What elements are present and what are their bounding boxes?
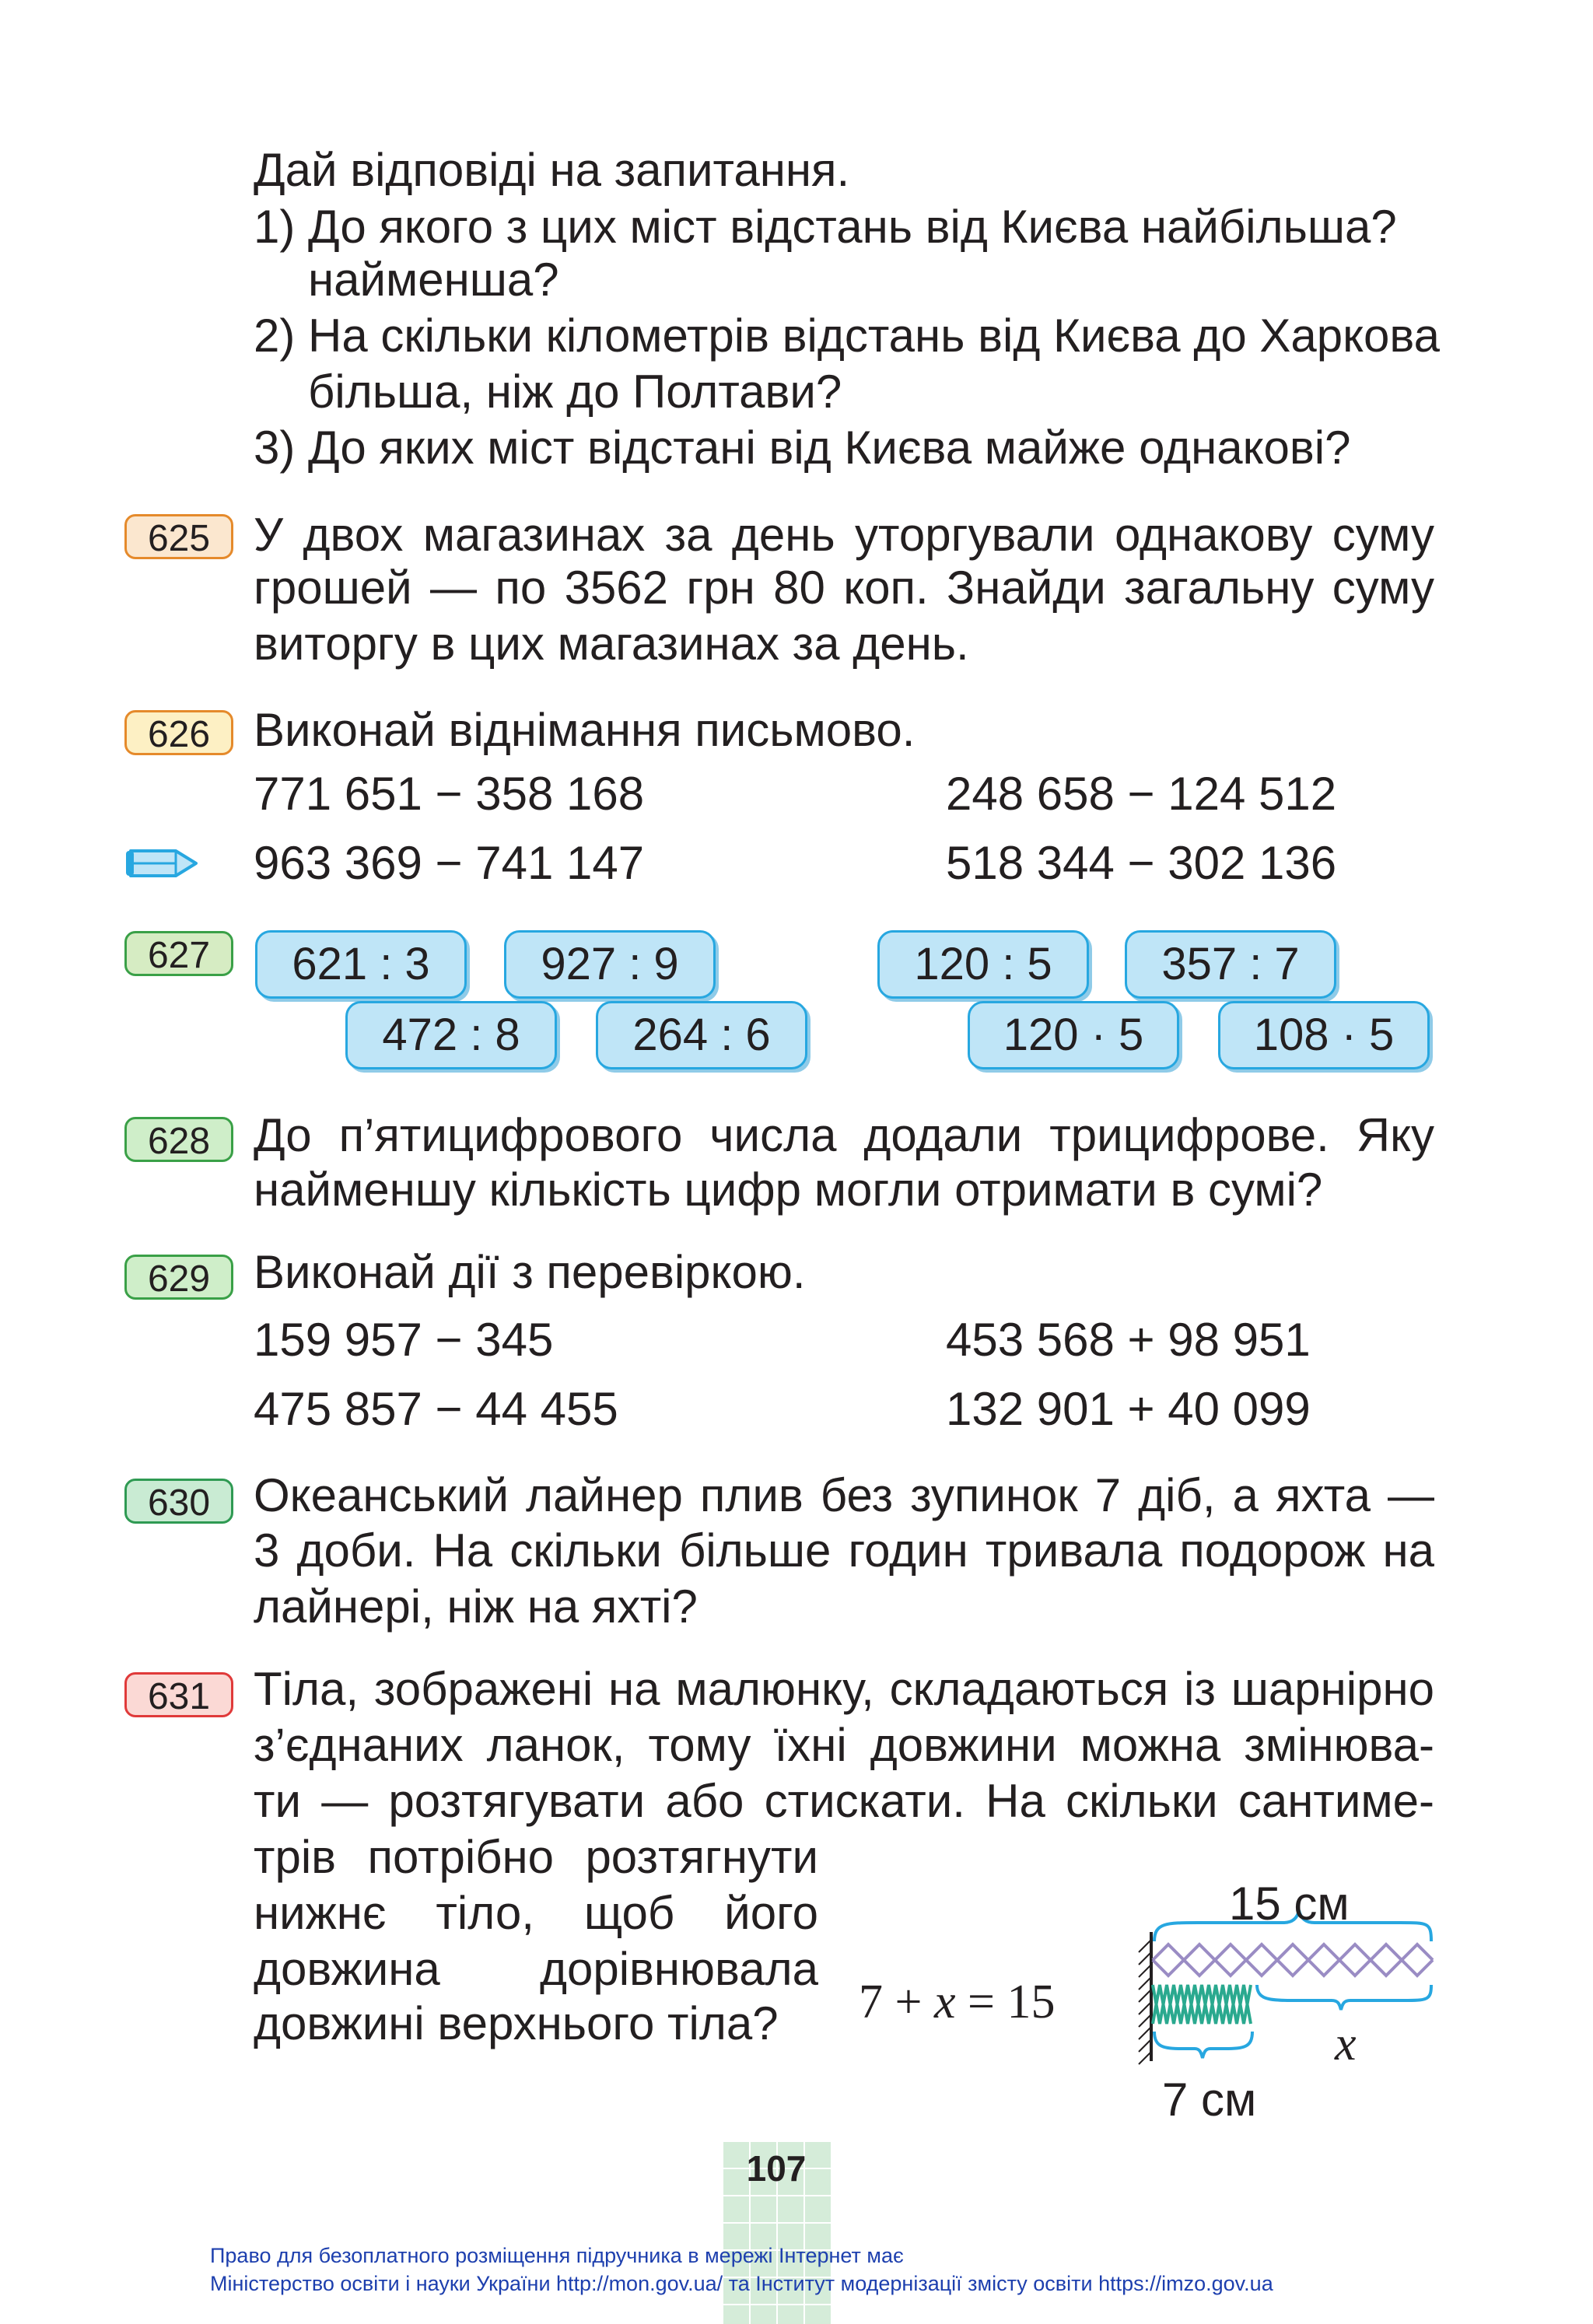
- task-628-line-1: До п’ятицифрового числа додали трицифрове. Яку: [254, 1109, 1434, 1161]
- expression-card: 264 : 6: [596, 1001, 807, 1069]
- unknown-x-label: x: [1335, 2018, 1357, 2070]
- expression-card: 120 · 5: [968, 1001, 1179, 1069]
- task-630-line-1: Океанський лайнер плив без зупинок 7 діб, а яхта —: [254, 1469, 1434, 1521]
- task-631-line-1: Тіла, зображені на малюнку, складаються із шарнірно: [254, 1663, 1434, 1715]
- expression-card: 108 · 5: [1218, 1001, 1430, 1069]
- task-629-expr-3: 475 857 − 44 455: [254, 1383, 618, 1435]
- expression-card: 621 : 3: [255, 930, 467, 999]
- task-629-title: Виконай дії з перевіркою.: [254, 1246, 806, 1298]
- task-631-line-3: ти — розтягувати або стискати. На скільки сантиме-: [254, 1775, 1434, 1827]
- task-629-expr-1: 159 957 − 345: [254, 1314, 554, 1366]
- expression-card: 472 : 8: [345, 1001, 557, 1069]
- task-626-expr-1: 771 651 − 358 168: [254, 768, 645, 820]
- task-631-line-4: трів потрібно розтягнути: [254, 1831, 818, 1883]
- question-2b: більша, ніж до Полтави?: [308, 366, 842, 418]
- task-631-line-7: довжині верхнього тіла?: [254, 1997, 779, 2049]
- footer-line-2: Міністерство освіти і науки України http://mon.gov.ua/ та Інститут модернізації змісту освіти https://imzo.gov.ua: [210, 2272, 1273, 2295]
- task-626-expr-4: 518 344 − 302 136: [946, 837, 1337, 889]
- task-626-expr-3: 963 369 − 741 147: [254, 837, 645, 889]
- top-length-label: 15 см: [1229, 1878, 1350, 1930]
- task-number-626: 626: [124, 710, 233, 755]
- equation-variable: x: [933, 1976, 956, 2028]
- task-625-line-1: У двох магазинах за день уторгували однакову суму: [254, 509, 1434, 561]
- task-630-line-3: лайнері, ніж на яхті?: [254, 1580, 698, 1633]
- pencil-icon: [123, 845, 201, 882]
- task-629-expr-4: 132 901 + 40 099: [946, 1383, 1311, 1435]
- expression-card: 120 : 5: [877, 930, 1089, 999]
- task-630-line-2: 3 доби. На скільки більше годин тривала подорож на: [254, 1524, 1434, 1577]
- bottom-length-label: 7 см: [1162, 2074, 1257, 2126]
- question-3: 3) До яких міст відстані від Києва майже однакові?: [254, 422, 1351, 474]
- task-number-627: 627: [124, 931, 233, 976]
- task-number-631: 631: [124, 1672, 233, 1717]
- task-number-625: 625: [124, 514, 233, 559]
- task-631-line-2: з’єднаних ланок, тому їхні довжини можна змінюва-: [254, 1719, 1434, 1771]
- task-626-expr-2: 248 658 − 124 512: [946, 768, 1337, 820]
- task-631-line-6: довжина дорівнювала: [254, 1943, 818, 1995]
- expression-card: 927 : 9: [504, 930, 716, 999]
- task-number-628: 628: [124, 1117, 233, 1162]
- intro-heading: Дай відповіді на запитання.: [254, 144, 850, 196]
- task-number-629: 629: [124, 1255, 233, 1300]
- question-1b: найменша?: [308, 254, 559, 306]
- task-628-line-2: найменшу кількість цифр могли отримати в сумі?: [254, 1164, 1323, 1216]
- task-629-expr-2: 453 568 + 98 951: [946, 1314, 1311, 1366]
- question-1a: 1) До якого з цих міст відстань від Києва найбільша?: [254, 201, 1397, 253]
- task-626-title: Виконай віднімання письмово.: [254, 704, 916, 756]
- equation-left: 7 +: [859, 1976, 934, 2028]
- task-625-line-2: грошей — по 3562 грн 80 коп. Знайди загальну суму: [254, 562, 1434, 614]
- equation: [859, 1974, 1055, 2030]
- task-631-line-5: нижнє тіло, щоб його: [254, 1887, 818, 1939]
- task-625-line-3: виторгу в цих магазинах за день.: [254, 618, 969, 670]
- footer-line-1: Право для безоплатного розміщення підручника в мережі Інтернет має: [210, 2244, 904, 2267]
- page-number: 107: [746, 2148, 807, 2189]
- task-number-630: 630: [124, 1479, 233, 1524]
- question-2a: 2) На скільки кілометрів відстань від Києва до Харкова: [254, 310, 1440, 362]
- expression-card: 357 : 7: [1125, 930, 1336, 999]
- equation-right: = 15: [955, 1976, 1056, 2028]
